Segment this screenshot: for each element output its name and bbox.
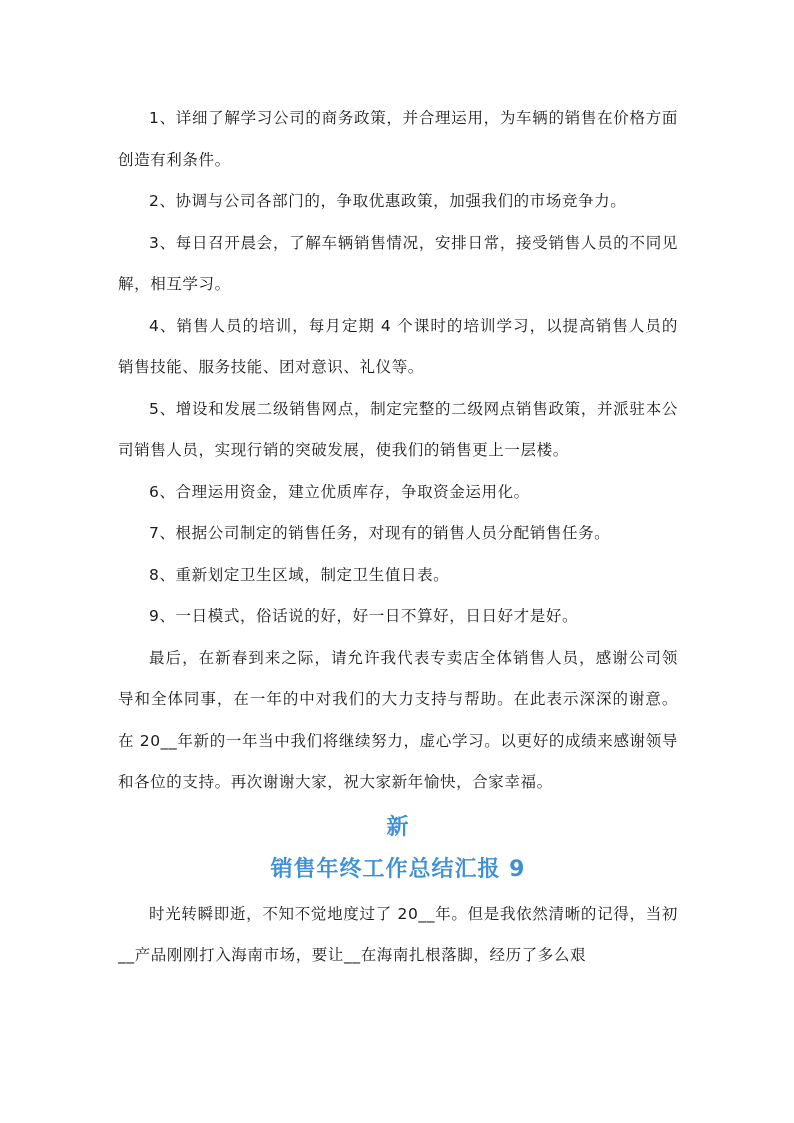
list-item-9: 9、一日模式，俗话说的好，好一日不算好，日日好才是好。	[149, 607, 579, 625]
intro-paragraph: 时光转瞬即逝，不知不觉地度过了 20__年。但是我依然清晰的记得，当初__产品刚刚打入海南市场，要让__在海南扎根落脚，经历了多么艰	[118, 904, 678, 964]
list-item-4: 4、销售人员的培训，每月定期 4 个课时的培训学习，以提高销售人员的销售技能、服务技能、团对意识、礼仪等。	[118, 316, 678, 376]
list-item-7: 7、根据公司制定的销售任务，对现有的销售人员分配销售任务。	[149, 524, 611, 542]
list-item-2: 2、协调与公司各部门的，争取优惠政策，加强我们的市场竞争力。	[149, 192, 627, 210]
section-heading-title: 销售年终工作总结汇报 9	[270, 856, 526, 882]
list-item-3: 3、每日召开晨会，了解车辆销售情况，安排日常，接受销售人员的不同见解，相互学习。	[118, 233, 678, 293]
list-item-1: 1、详细了解学习公司的商务政策，并合理运用，为车辆的销售在价格方面创造有利条件。	[118, 109, 678, 169]
list-item-8: 8、重新划定卫生区域，制定卫生值日表。	[149, 565, 450, 584]
list-item-5: 5、增设和发展二级销售网点，制定完整的二级网点销售政策，并派驻本公司销售人员，实现行销的突破发展，使我们的销售更上一层楼。	[118, 399, 678, 459]
section-heading-prefix: 新	[386, 814, 410, 840]
list-item-6: 6、合理运用资金，建立优质库存，争取资金运用化。	[149, 482, 530, 501]
closing-paragraph: 最后，在新春到来之际，请允许我代表专卖店全体销售人员，感谢公司领导和全体同事，在一年的中对我们的大力支持与帮助。在此表示深深的谢意。在 20__年新的一年当中我们将继续努力，虚心学习。以更好的成绩来感谢领导和各位的支持。再次谢谢大家，祝大家新年愉快，合家幸福。	[118, 648, 678, 791]
document-body	[118, 98, 678, 977]
